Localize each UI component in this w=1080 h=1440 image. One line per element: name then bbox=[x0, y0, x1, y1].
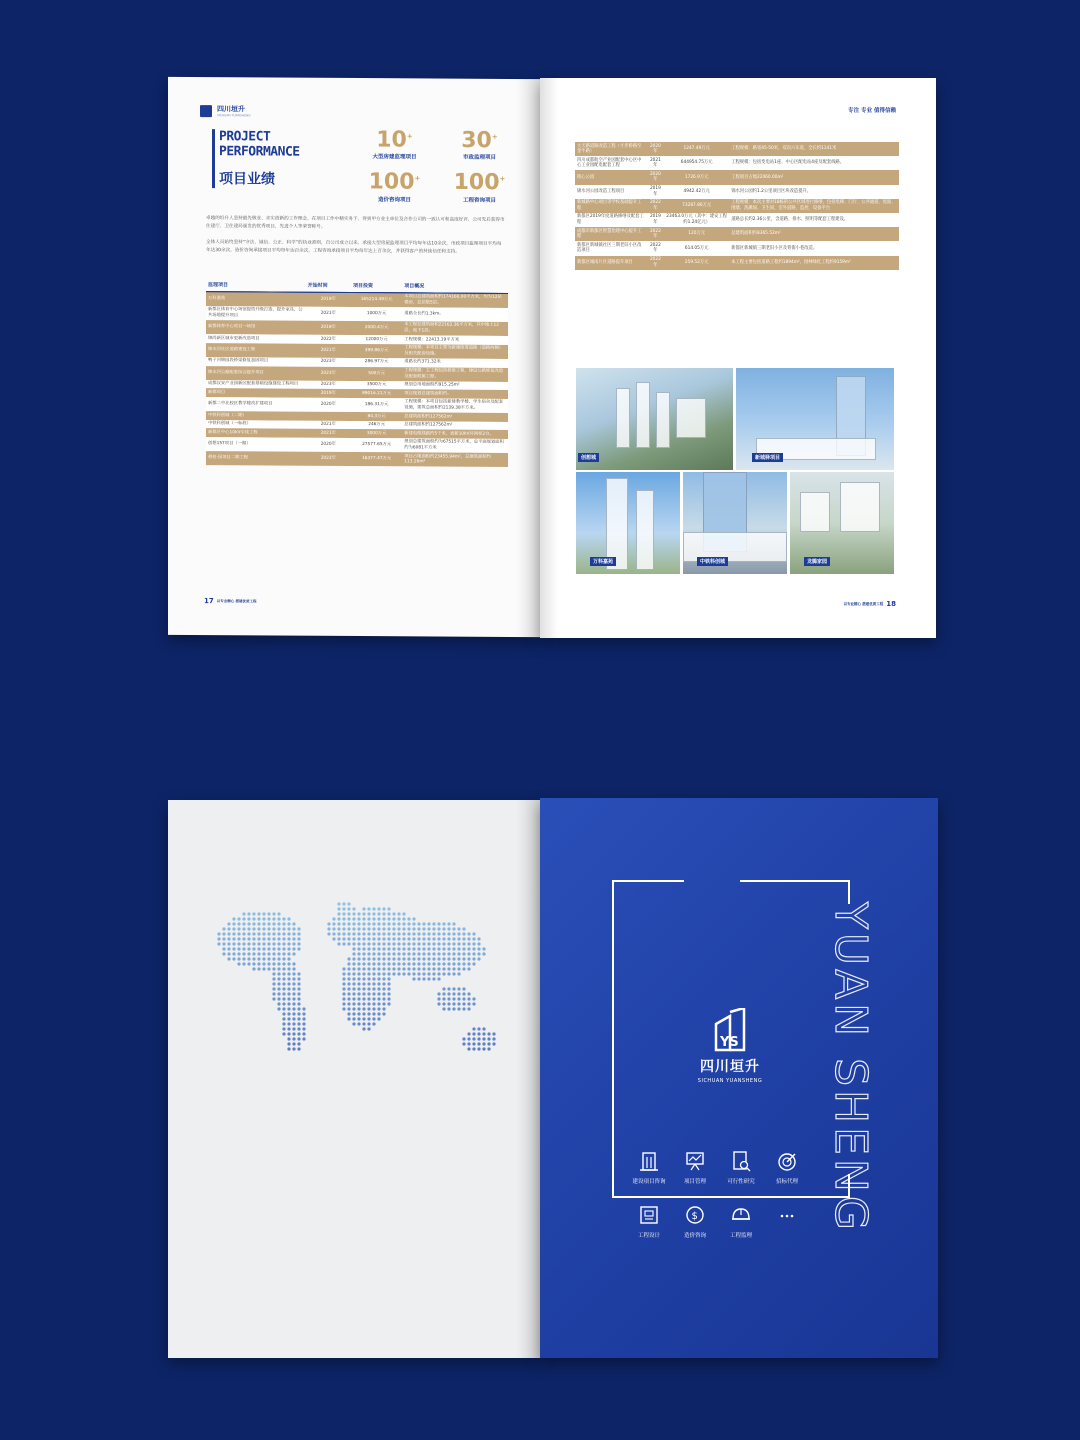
table-cell: 2022年 bbox=[647, 227, 664, 241]
table-cell: 工程规模：路宽45-50米，双向六车道，全长约1141米 bbox=[729, 142, 899, 156]
table-cell: 本工程总建筑面积22162.36平方米，其中地上12层，地下1层。 bbox=[402, 321, 508, 336]
table-cell: 2020年 bbox=[306, 398, 351, 412]
table-cell: 新都区新城镇三期老旧小区及背街小巷改造。 bbox=[729, 241, 899, 255]
table-cell: 12000万元 bbox=[351, 335, 402, 344]
service-label: 建设项目咨询 bbox=[632, 1179, 666, 1185]
brand-outline-text: YUAN SHENG bbox=[825, 902, 876, 1234]
table-cell: 总建筑面积约127562m² bbox=[402, 412, 508, 421]
table-row bbox=[575, 170, 899, 184]
table-row bbox=[575, 241, 899, 255]
page-number: 18 bbox=[886, 600, 896, 608]
table-cell: 246万元 bbox=[351, 421, 402, 430]
table-cell: 成都汉安产业园新区配套基础设施建设工程项目 bbox=[206, 380, 306, 389]
table-cell: 165214.49万元 bbox=[351, 292, 402, 307]
table-cell: 2000.4万元 bbox=[351, 321, 402, 336]
company-logo-small bbox=[200, 105, 251, 117]
spine-shadow bbox=[516, 800, 540, 1358]
table-cell: 中铁科创城（二期） bbox=[206, 411, 306, 420]
table-cell: 16377.47万元 bbox=[351, 452, 402, 467]
table-header-cell: 项目投资 bbox=[351, 282, 402, 292]
service-label: 造价咨询 bbox=[683, 1233, 706, 1239]
table-cell: 工程项目占地22060.00m² bbox=[729, 170, 899, 184]
table-cell: 2021年 bbox=[306, 343, 351, 357]
table-cell: 399.86万元 bbox=[351, 344, 402, 359]
logo-text: 四川垣升 bbox=[217, 104, 245, 113]
table-row bbox=[575, 256, 899, 270]
service-label: 工程设计 bbox=[637, 1233, 660, 1239]
table-cell: 道路总长约2.36公里，含道路、排水、照明等配套工程建设。 bbox=[729, 213, 899, 227]
table-cell: 规划总用地面积约915.25m² bbox=[402, 381, 508, 390]
project-photo bbox=[683, 472, 787, 574]
stat-label: 工程咨询项目 bbox=[462, 197, 496, 204]
service-item bbox=[624, 1204, 674, 1239]
service-label: 招标代理 bbox=[775, 1179, 798, 1185]
project-photo bbox=[736, 368, 894, 470]
table-cell: 2019年 bbox=[306, 389, 351, 398]
table-header-cell: 开始时间 bbox=[306, 282, 351, 292]
table-cell: 2021年 bbox=[647, 156, 664, 170]
photo-caption: 创想城 bbox=[578, 453, 599, 462]
table-cell: 锦水河公园约1.2公里项目区块改造提升。 bbox=[729, 185, 899, 199]
frame-line bbox=[848, 880, 850, 904]
table-cell: 2021年 bbox=[306, 429, 351, 438]
table-cell: 道路全长约1.3km。 bbox=[402, 307, 508, 322]
frame-line bbox=[612, 880, 684, 882]
service-label: 可行性研究 bbox=[727, 1179, 755, 1185]
table-cell: 工程规模：包括变电站1座、中心区配电站4座及配套线路。 bbox=[729, 156, 899, 170]
header-slogan: 专注 专业 值得信赖 bbox=[848, 108, 896, 114]
table-cell: 120万元 bbox=[664, 227, 729, 241]
table-cell bbox=[306, 412, 351, 421]
table-row bbox=[575, 213, 899, 227]
table-cell: 新城路中心项目等学校基础提升工程 bbox=[575, 199, 647, 213]
table-cell: 2019年 bbox=[306, 321, 351, 335]
project-list-photo-page bbox=[540, 78, 936, 638]
table-cell: 286.97万元 bbox=[351, 358, 402, 367]
stat-number: 100+ bbox=[368, 169, 421, 196]
table-row bbox=[575, 199, 899, 213]
stat-item bbox=[352, 166, 437, 203]
table-cell: 总建筑面积约127562m² bbox=[402, 421, 508, 430]
table-cell: 2022年 bbox=[647, 199, 664, 213]
table-cell: 碧桂·园项目二期工程 bbox=[206, 451, 306, 466]
logo-en: SICHUAN YUANSHENG bbox=[697, 1078, 763, 1084]
section-title bbox=[212, 129, 300, 189]
table-cell: 259.52万元 bbox=[664, 256, 729, 270]
service-item bbox=[624, 1150, 674, 1185]
project-photo-grid bbox=[576, 368, 894, 574]
logo-subtext: SICHUAN YUANSHENG bbox=[217, 112, 251, 117]
logo-mark-icon bbox=[200, 105, 212, 117]
table-cell: 新都区体育中心场馆提档升级打造、提升家具、公共场地提升项目 bbox=[206, 306, 306, 321]
table-cell: 2022年 bbox=[647, 241, 664, 255]
table-row bbox=[575, 185, 899, 199]
building-logo-icon bbox=[710, 1008, 750, 1052]
table-cell: 23463.0万元（其中：建安工程约1.24亿元） bbox=[664, 213, 729, 227]
photo-caption: 万科嘉苑 bbox=[590, 557, 616, 566]
table-cell: 1726.9万元 bbox=[664, 170, 729, 184]
service-item bbox=[716, 1150, 766, 1185]
top-brochure-spread bbox=[168, 78, 936, 638]
table-cell: 4942.42万元 bbox=[664, 185, 729, 199]
table-cell: 2023年 bbox=[306, 358, 351, 367]
project-photo bbox=[576, 368, 733, 470]
supervision-projects-table bbox=[206, 281, 508, 467]
intro-paragraph-1: 卓越的垣升人坚持最先敬业、求实创新的工作理念，在项目工作中精实务于，得到甲方业主单位及合作公司的一致认可和高度好评，公司先后获得市住建厅、卫住建局颁发的优秀项目，先进个人等荣誉称号。 bbox=[206, 216, 505, 230]
table-cell: 2022年 bbox=[306, 335, 351, 344]
bottom-brochure-spread bbox=[168, 798, 938, 1360]
table-cell: 2019年 bbox=[647, 185, 664, 199]
coin-icon bbox=[684, 1204, 706, 1226]
target-icon bbox=[776, 1150, 798, 1172]
project-photo bbox=[790, 472, 894, 574]
photo-caption: 新城驿项目 bbox=[752, 453, 783, 462]
table-cell: 2023年 bbox=[306, 366, 351, 380]
table-cell: 89016.21万元 bbox=[351, 389, 402, 398]
svg-text:$: $ bbox=[691, 1211, 698, 1222]
table-cell: 四川成都航空产业园配套中心区中心工业园配电配套工程 bbox=[575, 156, 647, 170]
table-cell: 500万元 bbox=[351, 367, 402, 382]
project-photo bbox=[576, 472, 680, 574]
table-header-cell: 监理项目 bbox=[206, 281, 306, 292]
table-cell: 2020年 bbox=[647, 142, 664, 156]
helmet-icon bbox=[730, 1204, 752, 1226]
table-cell: 大天路道路改造工程（寸步桥路至金牛路） bbox=[575, 142, 647, 156]
stat-number: 100+ bbox=[453, 170, 506, 196]
table-cell: 锦水河公路配套综合提升项目 bbox=[206, 366, 306, 381]
more-icon bbox=[776, 1204, 798, 1226]
table-cell: 84.3万元 bbox=[351, 412, 402, 421]
photo-caption: 龙腾家园 bbox=[804, 557, 830, 566]
table-cell: 2020年 bbox=[647, 170, 664, 184]
page-tag: 以专业精心 搭建优质工程 bbox=[843, 601, 884, 606]
table-cell: 成都市新都区智慧治理中心提升工程 bbox=[575, 227, 647, 241]
table-cell: 3500万元 bbox=[351, 381, 402, 390]
blueprint-icon bbox=[638, 1204, 660, 1226]
photo-caption: 中铁科创城 bbox=[697, 557, 728, 566]
table-cell: 总建筑面积约8365.52m² bbox=[729, 227, 899, 241]
table-cell: 新都区新城镇社区三期老旧小区改造项目 bbox=[575, 241, 647, 255]
page-number-left bbox=[204, 597, 256, 605]
table-cell: 186.31万元 bbox=[351, 398, 402, 413]
service-item bbox=[670, 1204, 720, 1239]
vertical-brand-text bbox=[825, 902, 882, 1262]
service-item bbox=[762, 1150, 812, 1185]
table-cell: 1000万元 bbox=[351, 307, 402, 322]
table-row bbox=[575, 156, 899, 170]
table-cell: 项目规划总建筑面积约。 bbox=[402, 390, 508, 399]
page-number: 17 bbox=[204, 597, 214, 606]
stat-item bbox=[437, 167, 522, 204]
table-cell: 规划总建筑面积约为67515平方米，总平面规划面积约为6081平方米 bbox=[402, 438, 508, 453]
table-cell: 中铁科创城（一标段） bbox=[206, 420, 306, 429]
dotted-world-map bbox=[200, 890, 510, 1080]
table-cell: 工程规模：本项目主要为新建街道道路（道路两侧）及相关配套设施。 bbox=[402, 344, 508, 359]
table-cell: 万科嘉苑 bbox=[206, 291, 306, 306]
table-cell: 项目占地面积约23455.94m²，总建筑面积约113.26m² bbox=[402, 452, 508, 467]
frame-line bbox=[740, 880, 850, 882]
stat-item bbox=[437, 125, 522, 162]
service-item bbox=[762, 1204, 812, 1231]
table-cell: 工程规模：本次主要对18栋的公共区域进行修缮，包括电梯、门厅、公共通道、屋面、围墙、洗漱间、卫生间、室外道路、监控、设备平台 bbox=[729, 199, 899, 213]
stat-number: 10+ bbox=[376, 127, 413, 153]
frame-line bbox=[612, 1196, 848, 1198]
stat-label: 市政监理项目 bbox=[462, 154, 496, 162]
page-number-right bbox=[841, 600, 896, 608]
more-projects-table bbox=[575, 142, 899, 270]
table-cell: 工程规模：22413.19平方米 bbox=[402, 335, 508, 344]
table-header-cell: 项目概况 bbox=[402, 282, 508, 293]
table-cell: 27577.65万元 bbox=[351, 438, 402, 453]
table-cell: 2022年 bbox=[306, 452, 351, 466]
table-cell: 3000万元 bbox=[351, 429, 402, 438]
logo-cn: 四川垣升 bbox=[700, 1059, 760, 1075]
spine-shadow bbox=[540, 78, 558, 638]
table-cell: 1247.49万元 bbox=[664, 142, 729, 156]
table-cell: 新都区城南片区道路提升项目 bbox=[575, 256, 647, 270]
table-cell: 2019年 bbox=[647, 213, 664, 227]
table-cell: 本项目总建筑面积约174166.00平方米，均为12层楼房，总层数5层。 bbox=[402, 292, 508, 307]
svg-text:YS: YS bbox=[720, 1035, 739, 1050]
company-logo bbox=[690, 1008, 770, 1084]
table-cell: 2021年 bbox=[306, 306, 351, 320]
table-cell: 2021年 bbox=[306, 420, 351, 429]
table-cell: 锦水河公园改造工程项目 bbox=[575, 185, 647, 199]
table-cell: 街心公园 bbox=[575, 170, 647, 184]
table-row bbox=[575, 142, 899, 156]
stat-number: 30+ bbox=[461, 127, 498, 154]
world-map-page bbox=[168, 800, 540, 1358]
document-search-icon bbox=[730, 1150, 752, 1172]
table-cell: 创想157项目（一期） bbox=[206, 437, 306, 452]
frame-line bbox=[612, 880, 614, 1198]
service-label: 工程监理 bbox=[729, 1233, 752, 1239]
table-cell: 新都项目 bbox=[206, 388, 306, 397]
table-cell: 锦水河社区道路建设工程 bbox=[206, 343, 306, 358]
project-performance-page bbox=[168, 77, 540, 637]
table-cell: 新都二中北校区教学楼改扩建项目 bbox=[206, 397, 306, 412]
spine-shadow bbox=[516, 79, 540, 637]
table-cell: 新都区2019年度道路修缮及配套工程 bbox=[575, 213, 647, 227]
service-item bbox=[670, 1150, 720, 1185]
table-cell: 工程规模：主工程包括桥梁工程，建设公路修复改造及配套附属工程。 bbox=[402, 367, 508, 382]
table-cell: 614.05万元 bbox=[664, 241, 729, 255]
table-cell: 644954.75万元 bbox=[664, 156, 729, 170]
table-cell: 73287.86万元 bbox=[664, 199, 729, 213]
table-row bbox=[575, 227, 899, 241]
building-icon bbox=[638, 1150, 660, 1172]
table-cell: 锦尚新区城市更新改造项目 bbox=[206, 334, 306, 343]
service-label: 项目管理 bbox=[683, 1179, 706, 1185]
title-en-line1: PROJECT bbox=[219, 129, 271, 145]
table-cell: 工程规模：本项目包括新建教学楼、学生宿舍及配套设施，建筑总面积约2139.38平方米。 bbox=[402, 398, 508, 413]
stat-label: 造价咨询项目 bbox=[377, 196, 411, 204]
page-tag: 以专业精心 搭建优质工程 bbox=[216, 598, 257, 603]
table-cell: 新都体育中心项目一场馆 bbox=[206, 320, 306, 335]
brochure-cover-page bbox=[540, 798, 938, 1358]
table-cell: 2023年 bbox=[306, 380, 351, 389]
table-cell: 道路长约371.32米 bbox=[402, 358, 508, 367]
stats-grid bbox=[352, 124, 522, 204]
table-cell: 2022年 bbox=[647, 256, 664, 270]
title-cn: 项目业绩 bbox=[219, 171, 275, 188]
table-cell: 本工程主要包括道路工程约1894m²，园林绿化工程约9159m² bbox=[729, 256, 899, 270]
table-cell: 2020年 bbox=[306, 438, 351, 452]
intro-paragraph-2: 全体人员始终坚持“守法、诚信、公正、科学”的执业准则，自公司成立以来，承接大型房屋监理项目平均每年达10余次，市政项目监理项目平均每年达30余次，造价咨询承接项目平均每年达百余次，工程咨询承接项目平均每年达上百余次，并获得客户的持续信任和支持。 bbox=[206, 240, 502, 255]
table-row bbox=[206, 451, 508, 467]
table-cell: 2019年 bbox=[306, 292, 351, 307]
stat-item bbox=[352, 124, 437, 161]
table-cell: 新都区中心10kV专线工程 bbox=[206, 428, 306, 437]
stat-label: 大型房建监理项目 bbox=[372, 154, 417, 161]
table-cell: 鸭子河锦园段桥梁修复加固项目 bbox=[206, 357, 306, 366]
service-item bbox=[716, 1204, 766, 1239]
presentation-icon bbox=[684, 1150, 706, 1172]
table-cell: 新建电缆线路约5千米，更新10kV环网柜2台。 bbox=[402, 430, 508, 439]
title-en-line2: PERFORMANCE bbox=[219, 144, 300, 160]
